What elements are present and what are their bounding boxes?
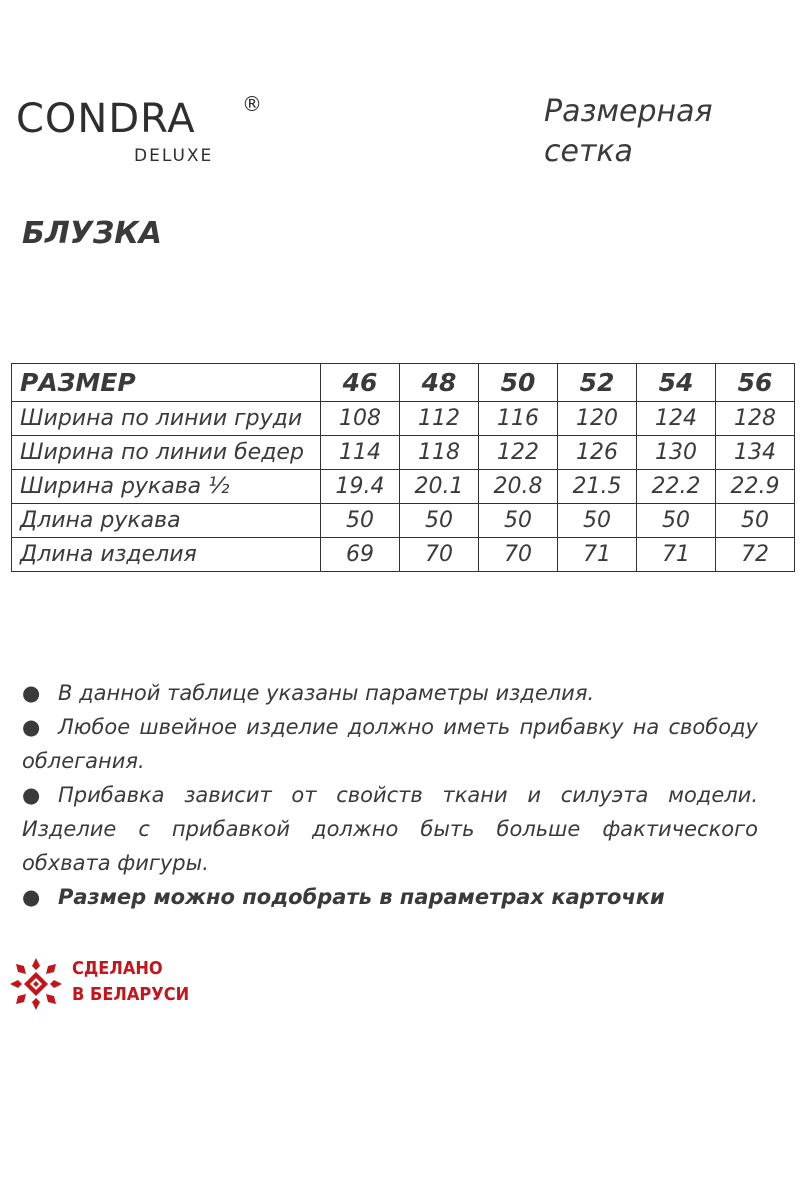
belarus-ornament-icon	[8, 956, 64, 1012]
cell-value: 50	[321, 504, 400, 538]
cell-value: 126	[558, 436, 637, 470]
cell-value: 108	[321, 402, 400, 436]
note-item	[22, 778, 758, 880]
product-name: БЛУЗКА	[22, 216, 162, 251]
header-size: 52	[558, 364, 637, 402]
note-item	[22, 880, 758, 914]
brand-logo	[16, 92, 266, 172]
cell-value: 128	[716, 402, 795, 436]
row-label: Длина изделия	[12, 538, 321, 572]
header-size: 50	[479, 364, 558, 402]
made-in-line-1: СДЕЛАНО	[72, 958, 163, 979]
cell-value: 21.5	[558, 470, 637, 504]
cell-value: 22.9	[716, 470, 795, 504]
registered-mark: ®	[242, 92, 262, 116]
brand-name: CONDRA	[16, 96, 196, 142]
header-size: 56	[716, 364, 795, 402]
bullet-icon: ●	[22, 885, 41, 909]
note-text: В данной таблице указаны параметры изделия.	[58, 681, 595, 705]
cell-value: 50	[400, 504, 479, 538]
cell-value: 124	[637, 402, 716, 436]
cell-value: 120	[558, 402, 637, 436]
cell-value: 50	[558, 504, 637, 538]
made-in-belarus-badge	[8, 952, 208, 1012]
header-size: 46	[321, 364, 400, 402]
cell-value: 20.8	[479, 470, 558, 504]
note-text: Размер можно подобрать в параметрах карточки	[58, 885, 665, 909]
table-row	[12, 538, 795, 572]
cell-value: 19.4	[321, 470, 400, 504]
cell-value: 71	[558, 538, 637, 572]
cell-value: 50	[479, 504, 558, 538]
cell-value: 72	[716, 538, 795, 572]
table-row	[12, 470, 795, 504]
cell-value: 114	[321, 436, 400, 470]
cell-value: 130	[637, 436, 716, 470]
cell-value: 134	[716, 436, 795, 470]
bullet-icon: ●	[22, 783, 41, 807]
note-text: Прибавка зависит от свойств ткани и силуэта модели. Изделие с прибавкой должно быть больше фактического обхвата фигуры.	[22, 783, 758, 875]
cell-value: 69	[321, 538, 400, 572]
note-item	[22, 676, 758, 710]
header-size: 54	[637, 364, 716, 402]
table-row	[12, 402, 795, 436]
table-row	[12, 504, 795, 538]
notes-list	[22, 676, 758, 914]
cell-value: 22.2	[637, 470, 716, 504]
cell-value: 118	[400, 436, 479, 470]
cell-value: 50	[716, 504, 795, 538]
cell-value: 70	[479, 538, 558, 572]
cell-value: 116	[479, 402, 558, 436]
table-header-row	[12, 364, 795, 402]
page-title-line-2: сетка	[544, 134, 633, 169]
cell-value: 50	[637, 504, 716, 538]
table-row	[12, 436, 795, 470]
made-in-text	[72, 956, 189, 1008]
row-label: Ширина по линии груди	[12, 402, 321, 436]
page-title	[544, 92, 784, 172]
size-table	[11, 363, 795, 572]
row-label: Ширина рукава ½	[12, 470, 321, 504]
note-text: Любое швейное изделие должно иметь прибавку на свободу облегания.	[22, 715, 758, 773]
brand-sub: DELUXE	[134, 146, 214, 166]
header-size-label: РАЗМЕР	[12, 364, 321, 402]
cell-value: 112	[400, 402, 479, 436]
made-in-line-2: В БЕЛАРУСИ	[72, 984, 190, 1005]
cell-value: 71	[637, 538, 716, 572]
note-item	[22, 710, 758, 778]
cell-value: 122	[479, 436, 558, 470]
row-label: Ширина по линии бедер	[12, 436, 321, 470]
bullet-icon: ●	[22, 715, 41, 739]
cell-value: 20.1	[400, 470, 479, 504]
row-label: Длина рукава	[12, 504, 321, 538]
bullet-icon: ●	[22, 681, 41, 705]
page-title-line-1: Размерная	[544, 94, 713, 129]
cell-value: 70	[400, 538, 479, 572]
header-size: 48	[400, 364, 479, 402]
